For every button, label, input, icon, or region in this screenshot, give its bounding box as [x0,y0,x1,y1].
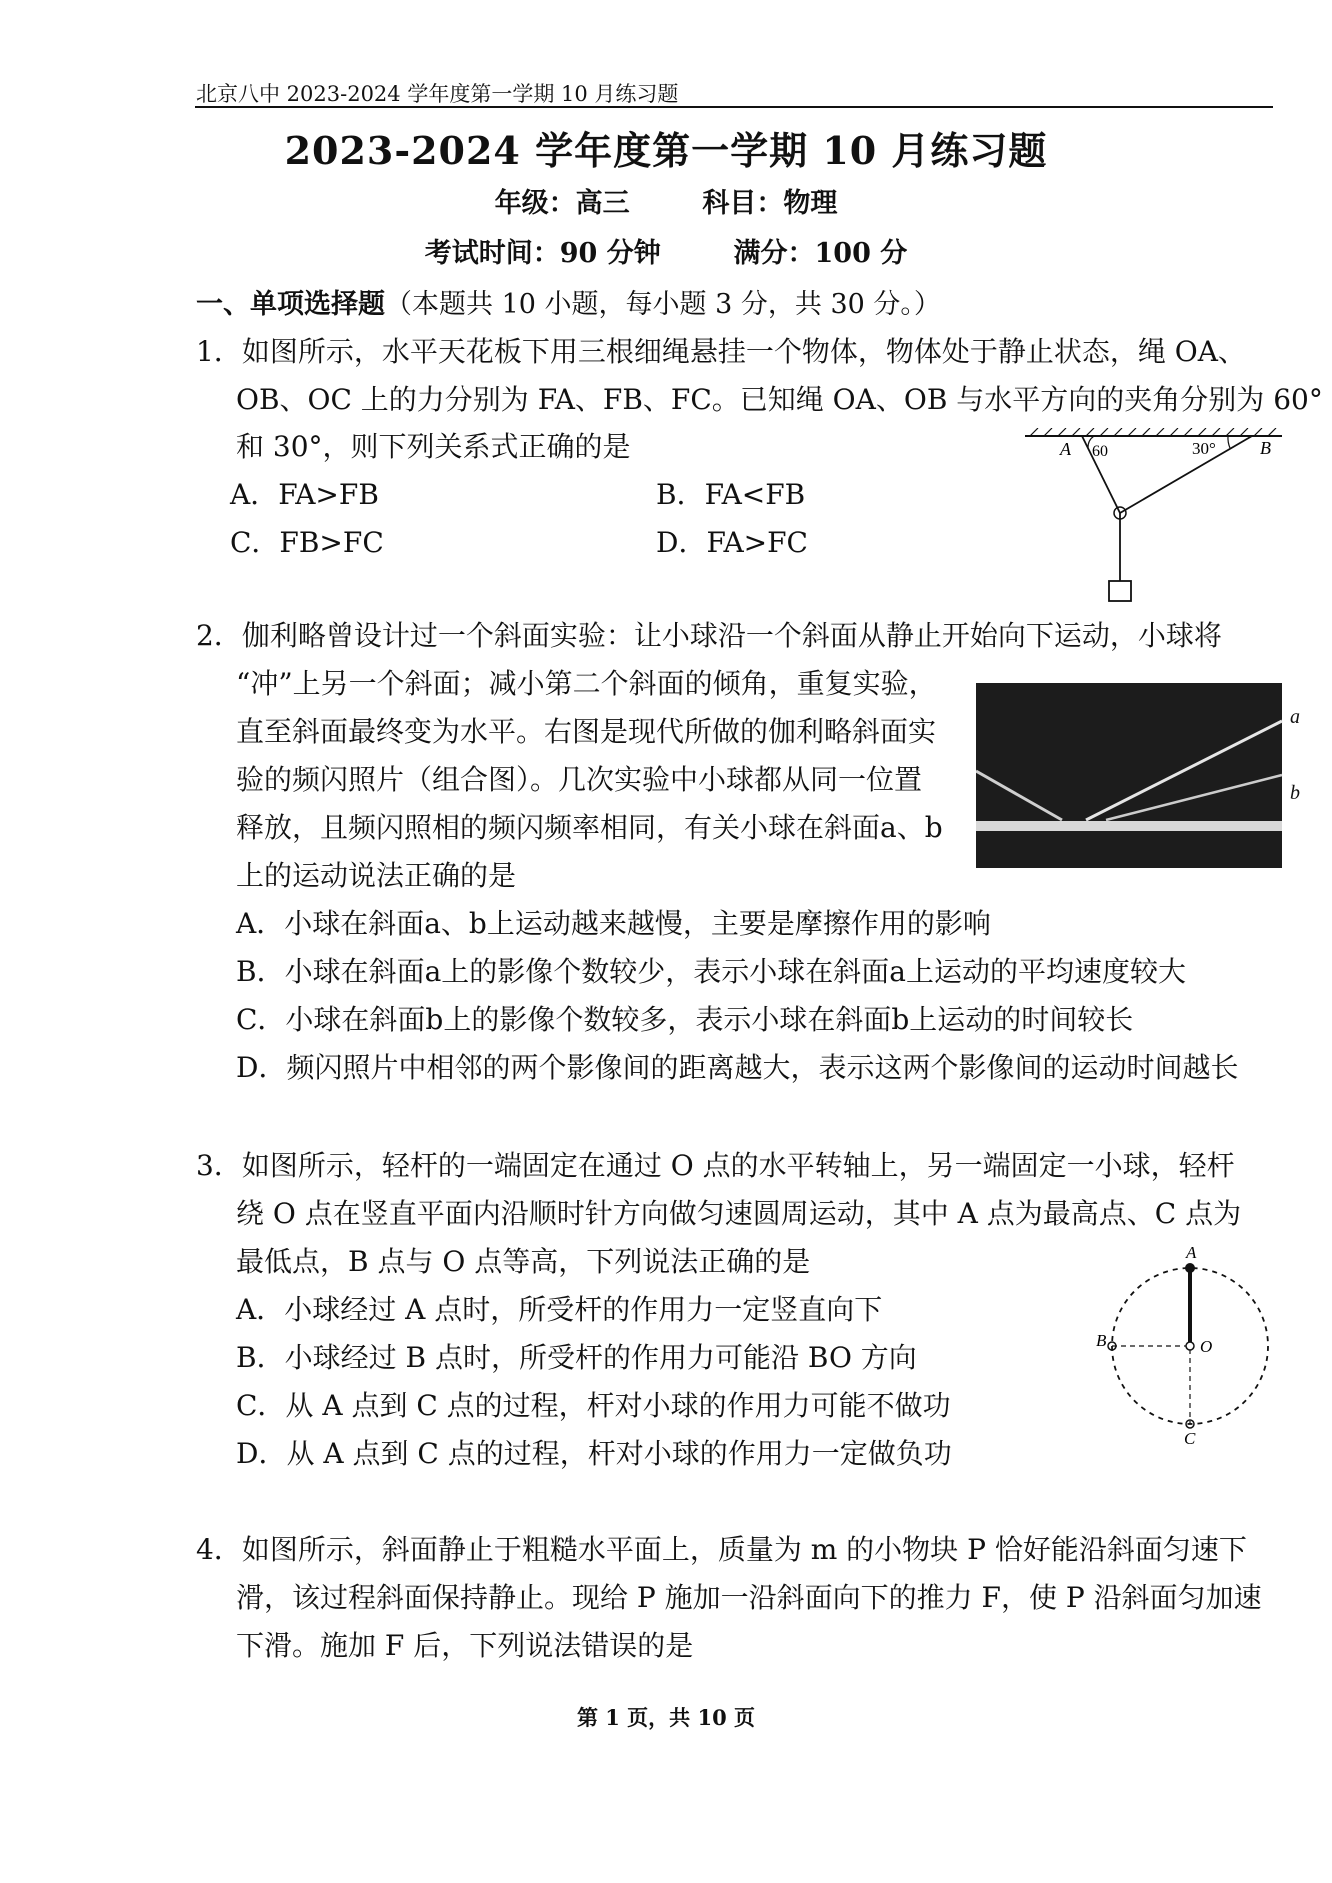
fig-label-b: B [1260,438,1271,458]
pivot-o [1186,1342,1194,1350]
fig-label-a: A [1186,1243,1197,1262]
q2-photo-figure [976,683,1316,873]
q1-option-b: B．FA<FB [656,478,806,511]
ceiling-hatch [1030,428,1276,436]
q3-option-c: C．从 A 点到 C 点的过程，杆对小球的作用力可能不做功 [236,1389,951,1422]
q1-line-2: OB、OC 上的力分别为 FA、FB、FC。已知绳 OA、OB 与水平方向的夹角分别为 60° [236,383,1323,416]
page-title: 2023-2024 学年度第一学期 10 月练习题 [284,128,1048,173]
q4-text-1: 如图所示，斜面静止于粗糙水平面上，质量为 m 的小物块 P 恰好能沿斜面匀速下 [241,1533,1247,1566]
section-note: （本题共 10 小题，每小题 3 分，共 30 分。） [385,289,941,320]
q1-text-1: 如图所示，水平天花板下用三根细绳悬挂一个物体，物体处于静止状态，绳 OA、 [241,335,1246,368]
section-title: 一、单项选择题 [196,289,385,320]
subject-label: 科目：物理 [702,188,838,219]
q3-option-a: A．小球经过 A 点时，所受杆的作用力一定竖直向下 [236,1293,883,1326]
time-score-line [0,231,1332,270]
q1-option-d: D．FA>FC [656,526,808,559]
fig-label-60: 60 [1092,443,1108,460]
q2-line-2: “冲”上另一个斜面；减小第二个斜面的倾角，重复实验， [236,667,937,700]
q1-option-a: A．FA>FB [230,478,379,511]
q3-option-d: D．从 A 点到 C 点的过程，杆对小球的作用力一定做负功 [236,1437,952,1470]
hanging-block [1109,581,1131,601]
fig-label-b: B [1096,1331,1107,1350]
q3-text-1: 如图所示，轻杆的一端固定在通过 O 点的水平转轴上，另一端固定一小球，轻杆 [241,1149,1235,1182]
grade-label: 年级：高三 [494,188,630,219]
time-label: 考试时间：90 分钟 [424,238,661,269]
ball-at-a [1185,1263,1195,1273]
header-rule [195,106,1273,108]
q2-option-a: A．小球在斜面a、b上运动越来越慢，主要是摩擦作用的影响 [236,907,991,940]
q3-line-2: 绕 O 点在竖直平面内沿顺时针方向做匀速圆周运动，其中 A 点为最高点、C 点为 [236,1197,1242,1230]
q2-line-1 [196,614,1222,654]
q2-line-6: 上的运动说法正确的是 [236,859,517,892]
q3-line-1 [196,1144,1235,1184]
q1-line-1 [196,330,1246,370]
q3-option-b: B．小球经过 B 点时，所受杆的作用力可能沿 BO 方向 [236,1341,917,1374]
q1-figure [1020,428,1290,613]
rope-ob [1120,436,1252,513]
q4-number: 4． [196,1533,242,1566]
q3-line-3: 最低点，B 点与 O 点等高，下列说法正确的是 [236,1245,811,1278]
horizontal-track [976,821,1282,831]
page-footer: 第 1 页，共 10 页 [576,1705,756,1730]
angle-arc-b [1228,436,1230,448]
q4-line-2: 滑，该过程斜面保持静止。现给 P 施加一沿斜面向下的推力 F，使 P 沿斜面匀加速 [236,1581,1262,1614]
q2-option-c: C．小球在斜面b上的影像个数较多，表示小球在斜面b上运动的时间较长 [236,1003,1134,1036]
section-heading [196,282,941,321]
fig-label-a: A [1060,439,1071,459]
score-label: 满分：100 分 [733,238,908,269]
fig-label-o: O [1200,1337,1213,1356]
fig-label-c: C [1184,1429,1196,1448]
q1-line-3: 和 30°，则下列关系式正确的是 [236,430,631,463]
q4-line-3: 下滑。施加 F 后，下列说法错误的是 [236,1629,694,1662]
q2-line-4: 验的频闪照片（组合图）。几次实验中小球都从同一位置 [236,763,923,796]
grade-subject-line [0,181,1332,220]
fig-label-a: a [1290,706,1300,728]
flash-photo [976,683,1282,868]
fig-label-b: b [1290,782,1300,804]
q2-number: 2． [196,619,242,652]
q2-line-3: 直至斜面最终变为水平。右图是现代所做的伽利略斜面实 [236,715,937,748]
fig-label-30: 30° [1192,439,1216,458]
q3-figure [1090,1240,1280,1450]
q3-number: 3． [196,1149,242,1182]
q1-option-c: C．FB>FC [230,526,384,559]
q1-number: 1． [196,335,242,368]
q2-option-d: D．频闪照片中相邻的两个影像间的距离越大，表示这两个影像间的运动时间越长 [236,1051,1239,1084]
running-header: 北京八中 2023-2024 学年度第一学期 10 月练习题 [196,82,679,106]
q2-option-b: B．小球在斜面a上的影像个数较少，表示小球在斜面a上运动的平均速度较大 [236,955,1186,988]
q2-text-1: 伽利略曾设计过一个斜面实验：让小球沿一个斜面从静止开始向下运动，小球将 [241,619,1222,652]
q2-line-5: 释放，且频闪照相的频闪频率相同，有关小球在斜面a、b [236,811,943,844]
q4-line-1 [196,1528,1247,1568]
